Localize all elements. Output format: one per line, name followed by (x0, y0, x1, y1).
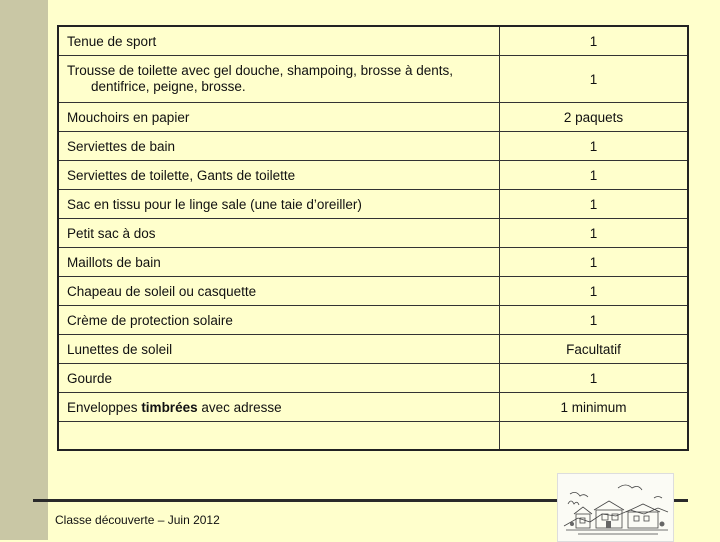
quantity-cell: 1 (500, 248, 689, 277)
quantity-cell-empty (500, 422, 689, 451)
item-text-bold: timbrées (141, 399, 198, 415)
item-cell: Tenue de sport (58, 26, 500, 56)
item-cell: Gourde (58, 364, 500, 393)
item-cell: Mouchoirs en papier (58, 103, 500, 132)
quantity-cell: 1 (500, 26, 689, 56)
item-cell: Maillots de bain (58, 248, 500, 277)
item-line-2: dentifrice, peigne, brosse. (91, 79, 246, 94)
table-row (58, 248, 688, 277)
item-cell: Lunettes de soleil (58, 335, 500, 364)
table-row (58, 277, 688, 306)
item-cell: Crème de protection solaire (58, 306, 500, 335)
table-row (58, 132, 688, 161)
item-cell: Sac en tissu pour le linge sale (une taie d’oreiller) (58, 190, 500, 219)
item-line-1: Trousse de toilette avec gel douche, shampoing, brosse à dents, (67, 63, 453, 78)
item-cell-empty (58, 422, 500, 451)
table-row (58, 306, 688, 335)
table-row (58, 56, 688, 103)
item-cell: Serviettes de bain (58, 132, 500, 161)
table-row (58, 103, 688, 132)
item-cell: Chapeau de soleil ou casquette (58, 277, 500, 306)
quantity-cell: 1 (500, 56, 689, 103)
quantity-cell: 1 minimum (500, 393, 689, 422)
table-row (58, 190, 688, 219)
item-cell (58, 393, 500, 422)
item-text-pre: Enveloppes (67, 399, 142, 415)
quantity-cell: 1 (500, 306, 689, 335)
footer-caption: Classe découverte – Juin 2012 (55, 513, 220, 527)
item-cell (58, 56, 500, 103)
quantity-cell: 2 paquets (500, 103, 689, 132)
quantity-cell: 1 (500, 364, 689, 393)
table-row (58, 26, 688, 56)
table-row (58, 364, 688, 393)
quantity-cell: 1 (500, 219, 689, 248)
packing-list-table (57, 25, 689, 451)
quantity-cell: 1 (500, 190, 689, 219)
quantity-cell: 1 (500, 132, 689, 161)
table-row (58, 219, 688, 248)
table-row (58, 335, 688, 364)
item-cell: Serviettes de toilette, Gants de toilette (58, 161, 500, 190)
quantity-cell: 1 (500, 161, 689, 190)
table-row-empty (58, 422, 688, 451)
quantity-cell: Facultatif (500, 335, 689, 364)
table-row (58, 161, 688, 190)
item-cell: Petit sac à dos (58, 219, 500, 248)
item-text-post: avec adresse (197, 399, 282, 415)
table-row (58, 393, 688, 422)
quantity-cell: 1 (500, 277, 689, 306)
left-side-band (0, 0, 48, 540)
school-building-sketch-icon (557, 473, 674, 542)
